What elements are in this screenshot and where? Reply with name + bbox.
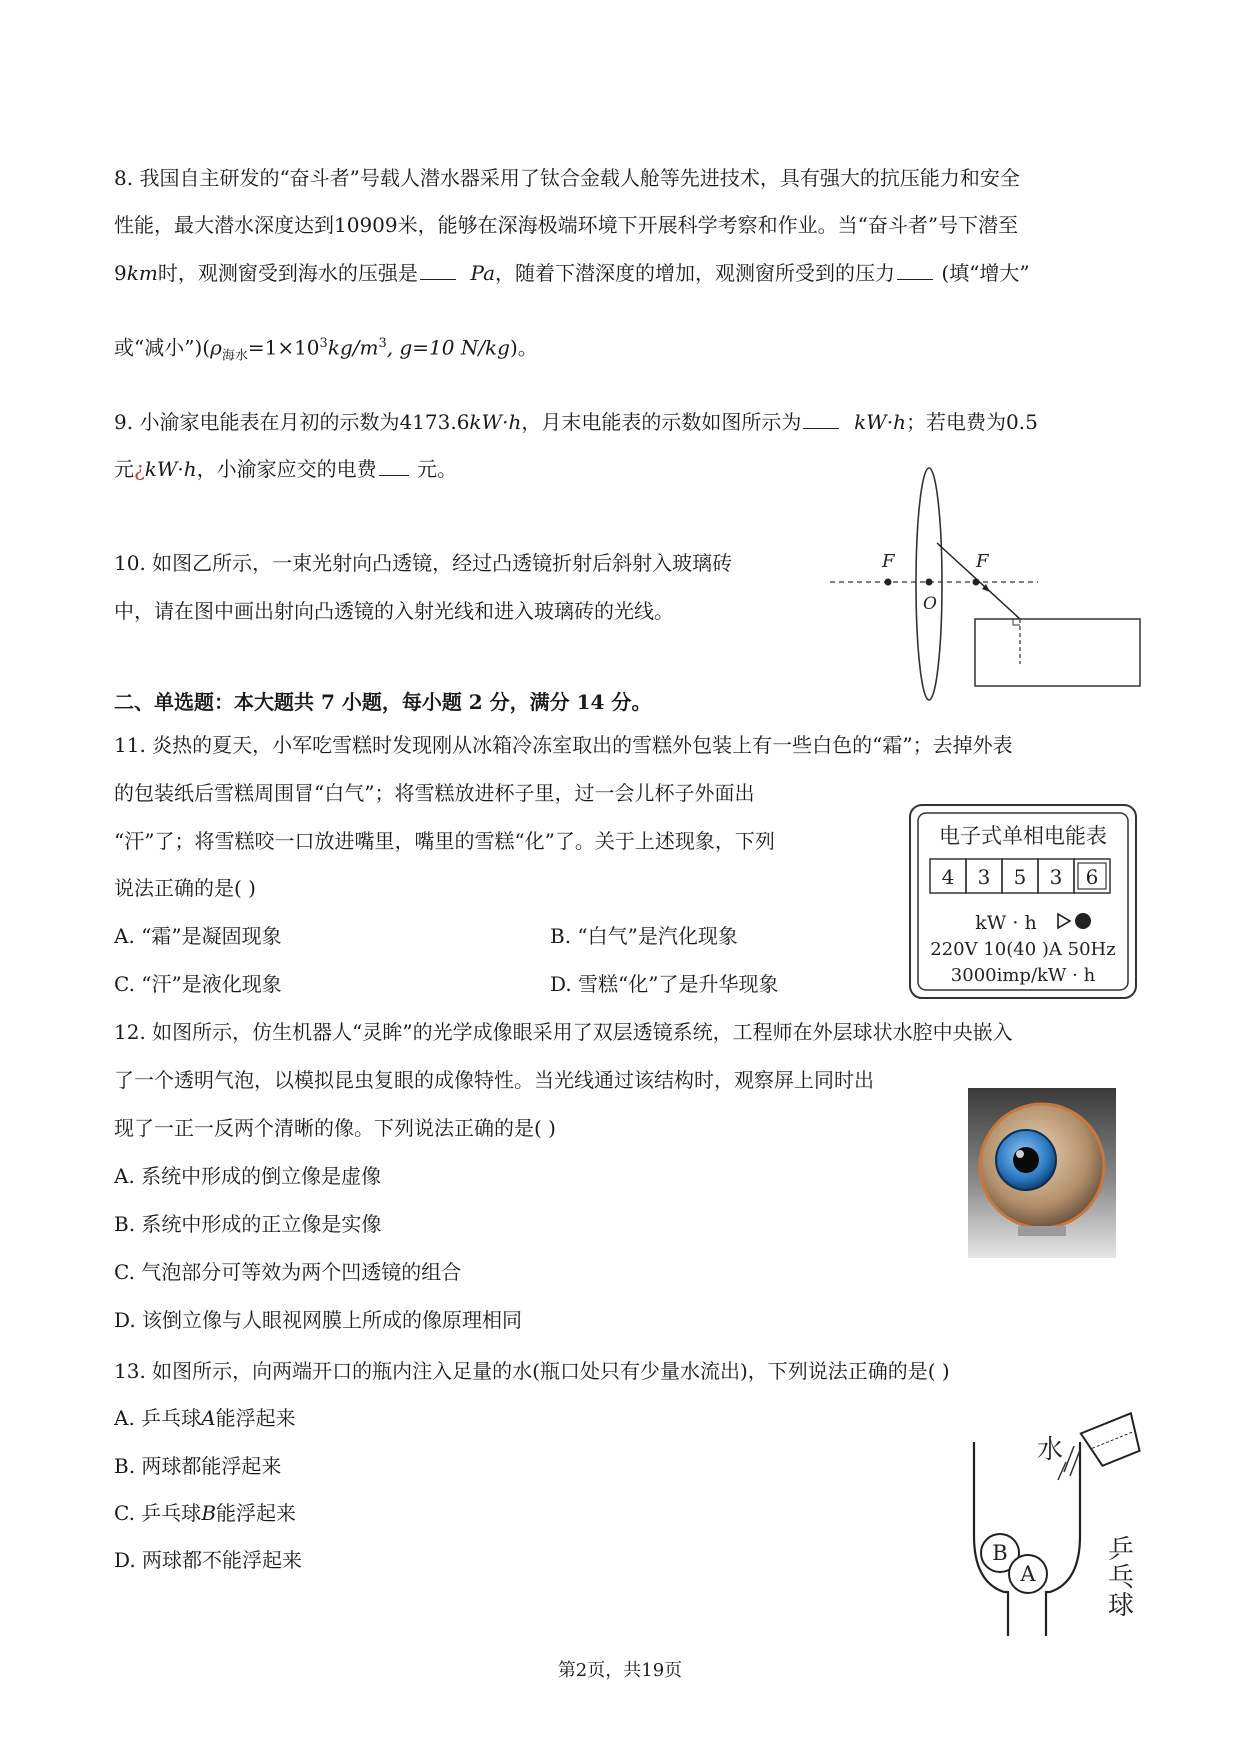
q10-line-2: 中，请在图中画出射向凸透镜的入射光线和进入玻璃砖的光线。 [114,599,674,623]
focus-left-dot [885,579,892,586]
q8-end: )。 [509,335,538,360]
q8-density: =1×10 [247,335,320,360]
ball-b-label: B [992,1541,1008,1565]
q8-text-2: ，随着下潜深度的增加，观测窗所受到的压力 [495,261,896,285]
q9-unit-1: kW·h [469,410,522,434]
q13-option-a[interactable] [114,1404,296,1432]
pingpong-label-3: 球 [1108,1591,1135,1621]
q9-fee-blank[interactable] [379,455,409,476]
meter-unit: kW · h [975,912,1037,934]
q11-line-4: 说法正确的是( ) [114,876,256,900]
q12-option-c[interactable]: C. 气泡部分可等效为两个凹透镜的组合 [114,1260,462,1284]
q13-option-b[interactable]: B. 两球都能浮起来 [114,1454,282,1478]
highlight [1016,1150,1024,1158]
q8-pressure-blank[interactable] [420,259,456,280]
q8-depth-unit: km [126,261,158,285]
meter-digit-5: 6 [1085,865,1099,889]
meter-imp: 3000imp/kW · h [950,965,1096,986]
q8-pressure-unit: Pa [470,261,496,285]
q8-hint: (填“增大” [941,261,1030,285]
optical-center-label: O [923,594,937,614]
q12-option-b[interactable]: B. 系统中形成的正立像是实像 [114,1212,382,1236]
optical-center-dot [926,579,933,586]
meter-digit-1: 4 [941,865,955,889]
q9-yuan: 元 [114,457,134,481]
bottle-figure [962,1406,1158,1636]
glass-brick [975,619,1140,686]
right-angle-mark [1013,619,1020,625]
water-label: 水 [1037,1435,1064,1465]
pulse-led-icon [1075,913,1091,929]
q8-exp: 3 [319,336,328,351]
meter-digit-4: 3 [1049,865,1063,889]
stand [1018,1226,1066,1236]
q8-rho-sub: 海水 [221,348,248,364]
q11-line-3: “汗”了；将雪糕咬一口放进嘴里，嘴里的雪糕“化”了。关于上述现象，下列 [114,829,775,853]
q9-text-3: ；若电费为0.5 [905,410,1038,434]
bottle-right-wall [1046,1442,1080,1636]
q11-option-b[interactable]: B. “白气”是汽化现象 [550,924,738,948]
q9-garbled-char: ¿ [134,457,145,481]
ball-a-label: A [1020,1562,1036,1586]
q8-text: 时，观测窗受到海水的压强是 [157,261,418,285]
q8-g: , g=10 N/kg [386,335,510,360]
q11-option-a[interactable]: A. “霜”是凝固现象 [114,924,282,948]
q13-option-a-text-2: 能浮起来 [215,1406,296,1430]
q8-line-4 [114,330,538,371]
q12-line-3: 现了一正一反两个清晰的像。下列说法正确的是( ) [114,1116,556,1140]
q13-option-c-ball: B [201,1501,217,1525]
q12-option-d[interactable]: D. 该倒立像与人眼视网膜上所成的像原理相同 [114,1308,523,1332]
q11-line-2: 的包装纸后雪糕周围冒“白气”；将雪糕放进杯子里，过一会儿杯子外面出 [114,781,755,805]
q8-line-2: 性能，最大潜水深度达到10909米，能够在深海极端环境下开展科学考察和作业。当“奋斗者”号下潜至 [114,213,1019,237]
q13-option-a-text: A. 乒乓球 [114,1406,202,1430]
lens-figure [820,464,1150,706]
q8-hint-close: 或“减小” [114,335,195,360]
pingpong-label-2: 乓 [1108,1563,1135,1593]
q8-force-blank[interactable] [897,259,933,280]
q13-line-1: 13. 如图所示，向两端开口的瓶内注入足量的水(瓶口处只有少量水流出)，下列说法正确的是( ) [114,1359,950,1383]
q9-line-1 [114,408,1038,436]
q9-reading-blank[interactable] [803,408,839,429]
q8-exp-2: 3 [378,336,387,351]
q13-option-c-text-2: 能浮起来 [216,1501,297,1525]
meter-digit-3: 5 [1013,865,1027,889]
robot-eye-photo [968,1088,1116,1258]
q12-line-1: 12. 如图所示，仿生机器人“灵眸”的光学成像眼采用了双层透镜系统，工程师在外层球状水腔中央嵌入 [114,1020,1013,1044]
meter-spec: 220V 10(40 )A 50Hz [930,939,1116,960]
q13-option-c[interactable] [114,1499,296,1527]
q9-unit-2: kW·h [854,410,906,434]
q8-line-1: 8. 我国自主研发的“奋斗者”号载人潜水器采用了钛合金载人舱等先进技术，具有强大的抗压能力和安全 [114,166,1020,190]
section-2-title: 二、单选题：本大题共 7 小题，每小题 2 分，满分 14 分。 [114,690,652,714]
q9-line-2 [114,455,457,483]
q12-line-2: 了一个透明气泡，以模拟昆虫复眼的成像特性。当光线通过该结构时，观察屏上同时出 [114,1068,874,1092]
pupil [1013,1147,1039,1173]
q9-text-4: ，小渝家应交的电费 [196,457,377,481]
q10-line-1: 10. 如图乙所示，一束光射向凸透镜，经过凸透镜折射后斜射入玻璃砖 [114,551,733,575]
q13-option-d[interactable]: D. 两球都不能浮起来 [114,1548,303,1572]
focus-left-label: F [882,551,895,572]
q9-text-5: 元。 [417,457,458,481]
energy-meter-figure [908,803,1138,1000]
q8-paren: )( [194,335,211,360]
focus-right-label: F [976,551,989,572]
pouring-cup [1081,1413,1145,1468]
q11-line-1: 11. 炎热的夏天，小军吃雪糕时发现刚从冰箱冷冻室取出的雪糕外包装上有一些白色的“霜”；去掉外表 [114,733,1013,757]
q9-text-1: 9. 小渝家电能表在月初的示数为4173.6 [114,410,470,434]
q8-line-3 [114,259,1030,287]
q11-option-d[interactable]: D. 雪糕“化”了是升华现象 [550,972,779,996]
q9-text-2: ，月末电能表的示数如图所示为 [521,410,802,434]
q12-option-a[interactable]: A. 系统中形成的倒立像是虚像 [114,1164,382,1188]
q8-rho: ρ [210,335,222,360]
q9-unit-3: kW·h [144,457,197,481]
meter-digit-2: 3 [977,865,991,889]
meter-title: 电子式单相电能表 [939,824,1107,848]
q8-depth-value: 9 [114,261,127,285]
page-number: 第2页，共19页 [557,1660,683,1681]
q13-option-a-ball: A [201,1406,216,1430]
pingpong-label-1: 乒 [1108,1535,1135,1565]
q13-option-c-text: C. 乒乓球 [114,1501,202,1525]
q8-density-unit: kg/m [327,335,379,360]
q11-option-c[interactable]: C. “汗”是液化现象 [114,972,282,996]
